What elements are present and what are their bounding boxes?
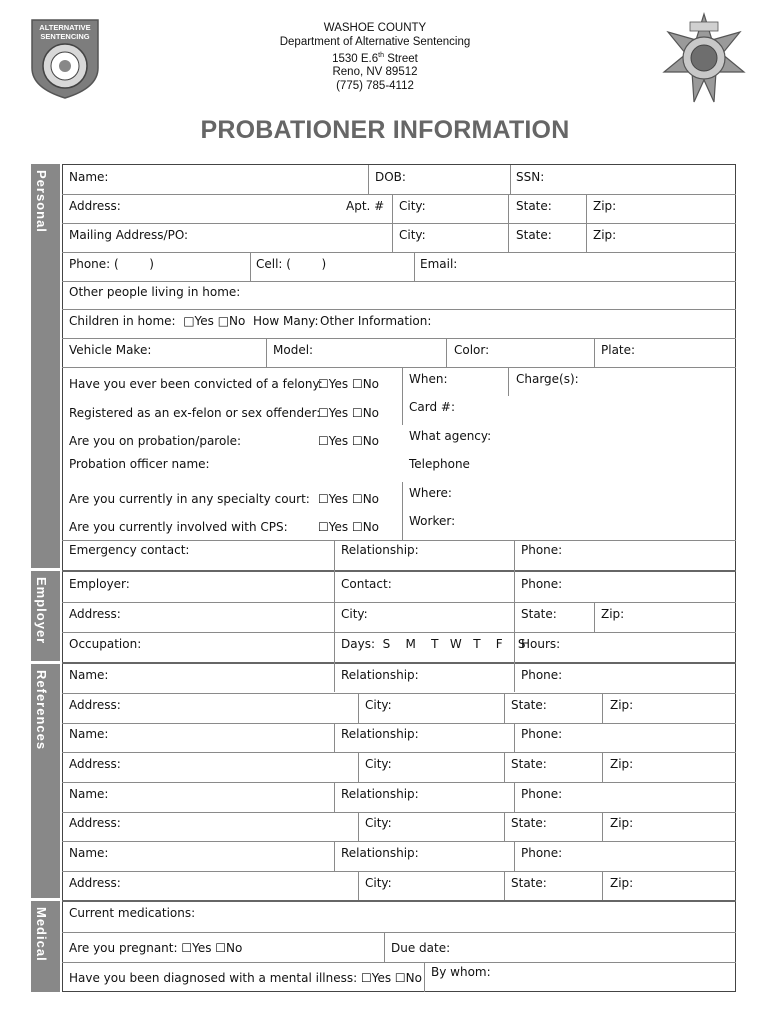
ref3-name-field[interactable]: Name: xyxy=(69,787,109,801)
state-field[interactable]: State: xyxy=(516,199,552,213)
ref3-state-field[interactable]: State: xyxy=(511,816,547,830)
ref2-address-field[interactable]: Address: xyxy=(69,757,121,771)
due-date-field[interactable]: Due date: xyxy=(391,941,451,955)
ref4-name-field[interactable]: Name: xyxy=(69,846,109,860)
ref4-zip-field[interactable]: Zip: xyxy=(610,876,634,890)
card-number-field[interactable]: Card #: xyxy=(409,400,455,414)
county-name: WASHOE COUNTY xyxy=(323,22,427,34)
ref2-phone-field[interactable]: Phone: xyxy=(521,727,563,741)
other-people-field[interactable]: Other people living in home: xyxy=(69,285,241,299)
cps-yes-no-checkbox[interactable]: ☐Yes ☐No xyxy=(318,520,380,534)
vehicle-make-field[interactable]: Vehicle Make: xyxy=(69,343,152,357)
pregnant-checkbox[interactable]: Are you pregnant: ☐Yes ☐No xyxy=(69,941,243,955)
ref4-address-field[interactable]: Address: xyxy=(69,876,121,890)
section-tab-personal: Personal xyxy=(31,164,60,568)
employer-phone-field[interactable]: Phone: xyxy=(521,577,563,591)
ref1-address-field[interactable]: Address: xyxy=(69,698,121,712)
model-field[interactable]: Model: xyxy=(273,343,314,357)
department-name: Department of Alternative Sentencing xyxy=(279,35,471,48)
agency-phone: (775) 785-4112 xyxy=(336,79,414,92)
emergency-phone-field[interactable]: Phone: xyxy=(521,543,563,557)
employer-city-field[interactable]: City: xyxy=(341,607,368,621)
page-title: PROBATIONER INFORMATION xyxy=(200,116,570,144)
ref3-city-field[interactable]: City: xyxy=(365,816,392,830)
diagnosed-by-field[interactable]: By whom: xyxy=(431,965,491,979)
ref4-state-field[interactable]: State: xyxy=(511,876,547,890)
emergency-contact-field[interactable]: Emergency contact: xyxy=(69,543,190,557)
ref3-phone-field[interactable]: Phone: xyxy=(521,787,563,801)
other-info-field[interactable]: Other Information: xyxy=(320,314,432,328)
ref2-state-field[interactable]: State: xyxy=(511,757,547,771)
cps-question: Are you currently involved with CPS: xyxy=(69,520,288,534)
email-field[interactable]: Email: xyxy=(420,257,458,271)
mailing-address-field[interactable]: Mailing Address/PO: xyxy=(69,228,189,242)
street-address: 1530 E.6th Street xyxy=(332,52,418,65)
alternative-sentencing-logo xyxy=(28,16,102,100)
section-tab-employer: Employer xyxy=(31,571,60,661)
mailing-zip-field[interactable]: Zip: xyxy=(593,228,617,242)
ref2-name-field[interactable]: Name: xyxy=(69,727,109,741)
ref4-relationship-field[interactable]: Relationship: xyxy=(341,846,419,860)
name-field[interactable]: Name: xyxy=(69,170,109,184)
apt-field[interactable]: Apt. # xyxy=(346,199,385,213)
logo-text-1: ALTERNATIVE xyxy=(39,23,91,32)
probation-question: Are you on probation/parole: xyxy=(69,434,242,448)
employer-state-field[interactable]: State: xyxy=(521,607,557,621)
mailing-state-field[interactable]: State: xyxy=(516,228,552,242)
specialty-yes-no-checkbox[interactable]: ☐Yes ☐No xyxy=(318,492,380,506)
ref2-zip-field[interactable]: Zip: xyxy=(610,757,634,771)
felony-question: Have you ever been convicted of a felony: xyxy=(69,377,323,391)
sheriff-badge-icon xyxy=(656,10,752,106)
children-field[interactable]: Children in home: □Yes □No How Many: xyxy=(69,314,319,328)
ref3-zip-field[interactable]: Zip: xyxy=(610,816,634,830)
what-agency-field[interactable]: What agency: xyxy=(409,429,492,443)
work-hours-field[interactable]: Hours: xyxy=(521,637,561,651)
ref1-zip-field[interactable]: Zip: xyxy=(610,698,634,712)
ref3-address-field[interactable]: Address: xyxy=(69,816,121,830)
ref1-city-field[interactable]: City: xyxy=(365,698,392,712)
agency-header xyxy=(230,22,520,93)
specialty-court-question: Are you currently in any specialty court: xyxy=(69,492,310,506)
registered-question: Registered as an ex-felon or sex offender: xyxy=(69,406,321,420)
when-field[interactable]: When: xyxy=(409,372,448,386)
ssn-field[interactable]: SSN: xyxy=(516,170,545,184)
dob-field[interactable]: DOB: xyxy=(375,170,406,184)
registered-yes-no-checkbox[interactable]: ☐Yes ☐No xyxy=(318,406,380,420)
ref1-state-field[interactable]: State: xyxy=(511,698,547,712)
mental-illness-checkbox[interactable]: Have you been diagnosed with a mental illness: ☐Yes ☐No xyxy=(69,971,422,985)
worker-field[interactable]: Worker: xyxy=(409,514,456,528)
logo-text-2: SENTENCING xyxy=(40,32,90,41)
ref2-relationship-field[interactable]: Relationship: xyxy=(341,727,419,741)
ref2-city-field[interactable]: City: xyxy=(365,757,392,771)
section-tab-medical: Medical xyxy=(31,901,60,992)
ref4-city-field[interactable]: City: xyxy=(365,876,392,890)
ref1-name-field[interactable]: Name: xyxy=(69,668,109,682)
employer-field[interactable]: Employer: xyxy=(69,577,130,591)
current-medications-field[interactable]: Current medications: xyxy=(69,906,196,920)
employer-contact-field[interactable]: Contact: xyxy=(341,577,392,591)
employer-address-field[interactable]: Address: xyxy=(69,607,121,621)
address-field[interactable]: Address: xyxy=(69,199,121,213)
ref1-phone-field[interactable]: Phone: xyxy=(521,668,563,682)
city-field[interactable]: City: xyxy=(399,199,426,213)
cell-field[interactable]: Cell: ( ) xyxy=(256,257,327,271)
work-days-field[interactable]: Days: S M T W T F S xyxy=(341,637,526,651)
officer-telephone-field[interactable]: Telephone xyxy=(409,457,470,471)
ref3-relationship-field[interactable]: Relationship: xyxy=(341,787,419,801)
ref4-phone-field[interactable]: Phone: xyxy=(521,846,563,860)
probation-yes-no-checkbox[interactable]: ☐Yes ☐No xyxy=(318,434,380,448)
section-tab-references: References xyxy=(31,664,60,898)
plate-field[interactable]: Plate: xyxy=(601,343,636,357)
employer-zip-field[interactable]: Zip: xyxy=(601,607,625,621)
city-line: Reno, NV 89512 xyxy=(332,66,418,79)
probation-officer-field[interactable]: Probation officer name: xyxy=(69,457,210,471)
emergency-relationship-field[interactable]: Relationship: xyxy=(341,543,419,557)
felony-yes-no-checkbox[interactable]: ☐Yes ☐No xyxy=(318,377,380,391)
where-field[interactable]: Where: xyxy=(409,486,452,500)
color-field[interactable]: Color: xyxy=(454,343,490,357)
mailing-city-field[interactable]: City: xyxy=(399,228,426,242)
ref1-relationship-field[interactable]: Relationship: xyxy=(341,668,419,682)
charges-field[interactable]: Charge(s): xyxy=(516,372,579,386)
phone-field[interactable]: Phone: ( ) xyxy=(69,257,154,271)
zip-field[interactable]: Zip: xyxy=(593,199,617,213)
occupation-field[interactable]: Occupation: xyxy=(69,637,142,651)
